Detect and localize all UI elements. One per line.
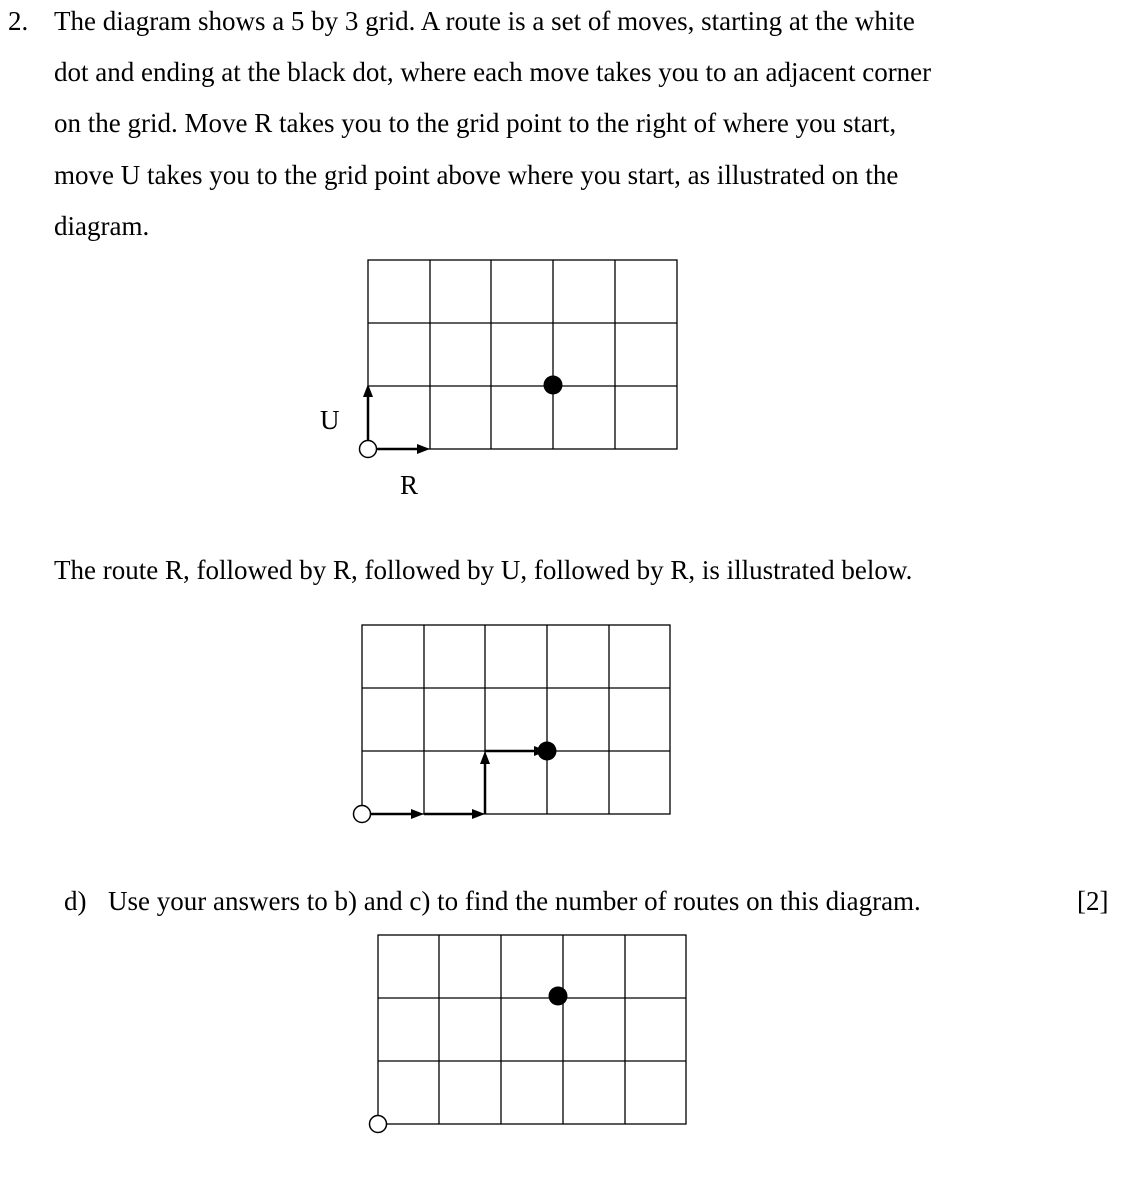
end-dot: [549, 987, 568, 1006]
up-label: U: [320, 405, 340, 435]
question-number: 2.: [8, 6, 29, 36]
intro-line-5: diagram.: [54, 211, 150, 241]
figure-1-grid: [320, 258, 690, 500]
route-arrow-head-1: [411, 809, 424, 819]
end-dot: [544, 376, 563, 395]
end-dot: [538, 742, 557, 761]
route-description: The route R, followed by R, followed by U, followed by R, is illustrated below.: [54, 555, 913, 585]
grid-lines: [362, 625, 670, 814]
intro-line-4: move U takes you to the grid point above where you start, as illustrated on the: [54, 160, 899, 190]
route-arrow-head-3: [480, 751, 490, 764]
grid-lines: [378, 935, 686, 1124]
intro-line-2: dot and ending at the black dot, where each move takes you to an adjacent corner: [54, 57, 932, 87]
start-dot: [360, 441, 377, 458]
part-d-marks: [2]: [1077, 886, 1109, 916]
part-d-label: d): [64, 886, 87, 916]
grid-lines: [368, 260, 677, 449]
part-d-text: Use your answers to b) and c) to find the number of routes on this diagram.: [108, 886, 921, 916]
right-arrow-head: [417, 444, 430, 454]
figure-3-grid: [368, 932, 698, 1142]
intro-line-1: The diagram shows a 5 by 3 grid. A route is a set of moves, starting at the white: [54, 6, 915, 36]
start-dot: [370, 1116, 387, 1133]
intro-line-3: on the grid. Move R takes you to the grid point to the right of where you start,: [54, 108, 897, 138]
route-arrow-head-2: [472, 809, 485, 819]
right-label: R: [400, 470, 419, 500]
route-path: [362, 751, 535, 814]
figure-2-grid: [352, 622, 682, 832]
start-dot: [354, 806, 371, 823]
